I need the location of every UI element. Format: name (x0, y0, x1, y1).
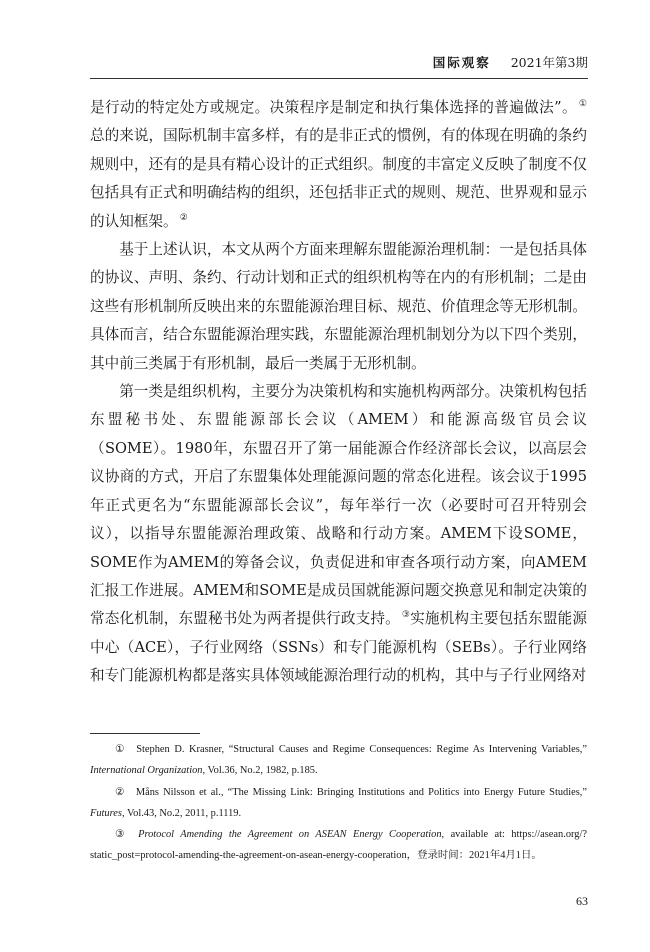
footnote-1: ① Stephen D. Krasner, “Structural Causes and Regime Consequences: Regime As Intervening Variables,” International Organization, Vol.36, No.2, 1982, p.185. (90, 744, 587, 777)
issue-label: 2021年第3期 (510, 55, 588, 70)
footnote-ref-3[interactable]: ③ (401, 610, 411, 621)
running-header (90, 50, 588, 76)
paragraph-3: 第一类是组织机构，主要分为决策机构和实施机构两部分。决策机构包括东盟秘书处、东盟能源部长会议（AMEM）和能源高级官员会议（SOME）。1980年，东盟召开了第一届能源合作经济部长会议，以高层会议协商的方式，开启了东盟集体处理能源问题的常态化进程。该会议于1995年正式更名为“东盟能源部长会议”，每年举行一次（必要时可召开特别会议），以指导东盟能源治理政策、战略和行动方案。AMEM下设SOME，SOME作为AMEM的筹备会议，负责促进和审查各项行动方案，向AMEM汇报工作进展。AMEM和SOME是成员国就能源问题交换意见和制定决策的常态化机制，东盟秘书处为两者提供行政支持。 ③实施机构主要包括东盟能源中心（ACE），子行业网络（SSNs）和专门能源机构（SEBs）。子行业网络和专门能源机构都是落实具体领域能源治理行动的机构，其中与子行业网络对 (90, 383, 587, 685)
journal-title: 国际观察 (432, 55, 491, 70)
footnote-ref-2[interactable]: ② (179, 212, 188, 223)
body-text (90, 94, 587, 691)
footnote-2: ② Måns Nilsson et al., “The Missing Link: Bringing Institutions and Politics into Energy Future Studies,” Futures, Vol.43, No.2, 2011, p.1119. (90, 786, 587, 819)
footnote-separator (90, 733, 200, 734)
page-number: 63 (576, 894, 588, 908)
paragraph-1: 是行动的特定处方或规定。决策程序是制定和执行集体选择的普遍做法”。 ①总的来说，国际机制丰富多样，有的是非正式的惯例，有的体现在明确的条约规则中，还有的是具有精心设计的正式组织。制度的丰富定义反映了制度不仅包括具有正式和明确结构的组织，还包括非正式的规则、规范、世界观和显示的认知框架。 ② (90, 99, 587, 230)
footnotes (90, 739, 587, 867)
footnote-ref-1[interactable]: ① (578, 99, 587, 109)
paragraph-2: 基于上述认识，本文从两个方面来理解东盟能源治理机制：一是包括具体的协议、声明、条约、行动计划和正式的组织机构等在内的有形机制；二是由这些有形机制所反映出来的东盟能源治理目标、规范、价值理念等无形机制。具体而言，结合东盟能源治理实践，东盟能源治理机制划分为以下四个类别，其中前三类属于有形机制，最后一类属于无形机制。 (90, 241, 587, 372)
header-rule (90, 78, 588, 79)
footnote-3: ③ Protocol Amending the Agreement on ASEAN Energy Cooperation, available at: https://asean.org/?static_post=protocol-amending-the-agreement-on-asean-energy-cooperation，登录时间：2021年4月1日。 (90, 829, 587, 862)
